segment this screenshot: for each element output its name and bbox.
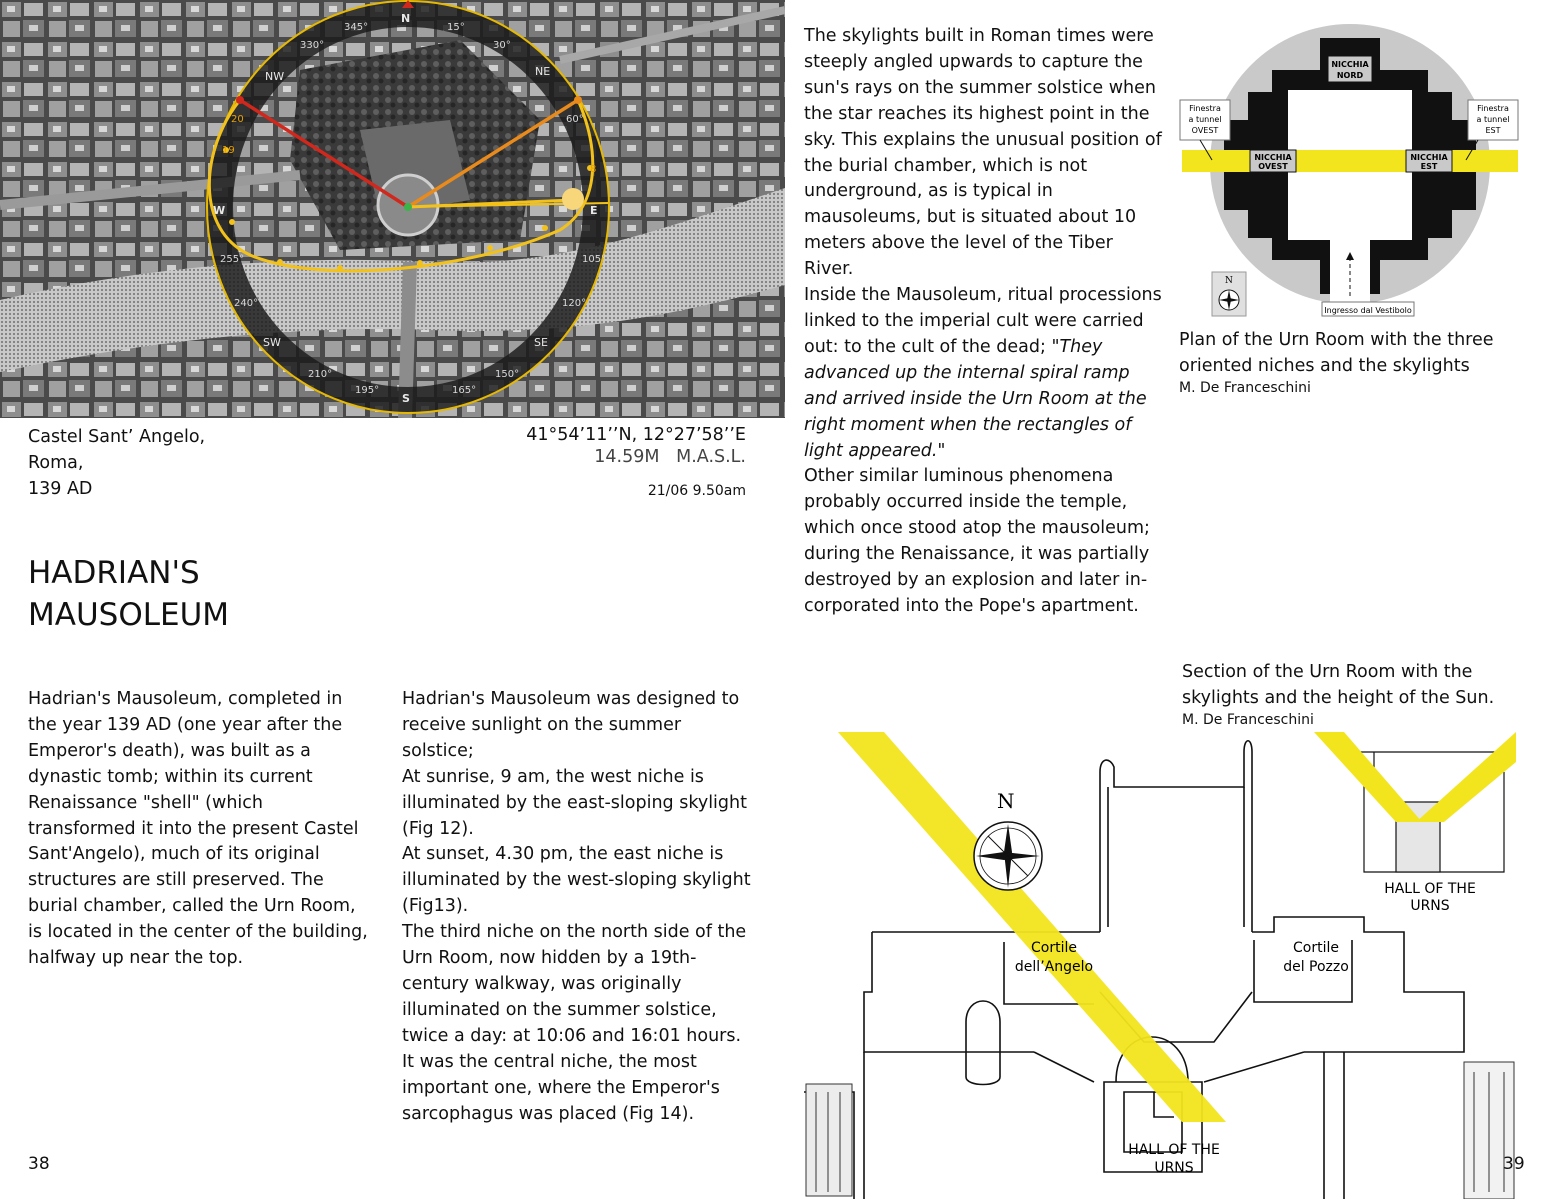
compass-ne: NE [535,65,551,78]
deg-345: 345° [344,22,369,33]
coordinates: 41°54’11’’N, 12°27’58’’E [526,425,746,445]
hall-inset-1: HALL OF THE [1384,881,1476,897]
plan-light-tunnel [1182,150,1518,172]
compass-se: SE [534,336,548,349]
deg-150: 150° [495,369,520,380]
column-3 [804,24,1166,620]
plan-north-label: N [1225,276,1233,286]
sunset-point [236,96,244,104]
hour-8: 8 [590,164,597,175]
deg-60: 60° [566,114,584,125]
section-caption-text: Section of the Urn Room with the skylights and the height of the Sun. [1182,662,1495,708]
nicchia-est-label-2: EST [1420,162,1438,171]
cortile-angelo-2: dell’Angelo [1014,959,1094,975]
section-caption [1182,659,1522,729]
section-credit: M. De Franceschini [1182,712,1314,728]
column-2 [402,687,758,1127]
column-3-ritual: Inside the Mausoleum, ritual processions linked to the imperial cult were carried out: to the cult of the dead; [804,285,1162,357]
urn-room-plan [1178,22,1522,320]
location-city: Roma, [28,453,84,473]
title-line-1: HADRIAN'S [28,555,200,591]
column-2-para-2: At sunrise, 9 am, the west niche is illuminated by the east-sloping skylight (Fig 12). [402,766,747,839]
page-number-left: 38 [28,1154,50,1174]
nicchia-ovest-label: NICCHIA [1254,153,1292,162]
hour-20: 20 [231,114,244,125]
column-2-para-4: The third niche on the north side of the Urn Room, now hidden by a 19th-century walkway, was originally illuminated on the summer solstice, twice a day: at 10:06 and 16:01 hours. [402,922,747,1046]
column-2-para-5: It was the central niche, the most important one, where the Emperor's sarcophagus was placed (Fig 14). [402,1051,720,1124]
deg-15: 15° [447,22,465,33]
hall-bottom-1: HALL OF THE [1128,1142,1220,1158]
column-3-quote: "They advanced up the internal spiral ramp and arrived inside the Urn Room at the right moment when the rectangles of light appeared." [804,336,1147,461]
column-3-outro: Other similar luminous phenomena probably occurred inside the temple, which once stood atop the mausoleum; during the Renaissance, it was partially destroyed by an explosion and later in-corporated into the Pope's apartment. [804,466,1150,616]
sun-path-aerial-map [0,0,785,418]
elevation: 14.59M M.A.S.L. [594,447,746,467]
location-date: 139 AD [28,479,93,499]
finestra-ovest-3: OVEST [1191,126,1219,135]
location-block [28,424,205,502]
deg-165: 165° [452,385,477,396]
plan-caption-text: Plan of the Urn Room with the three oriented niches and the skylights [1179,330,1494,376]
location-place: Castel Sant’ Angelo, [28,427,206,447]
coordinates-block [526,424,746,502]
cortile-angelo-1: Cortile [1031,940,1077,956]
compass-n: N [401,12,411,25]
nicchia-ovest-label-2: OVEST [1258,162,1288,171]
plan-caption [1179,327,1529,397]
nicchia-nord-label: NICCHIA [1331,60,1369,69]
compass-s: S [402,392,410,405]
timestamp: 21/06 9.50am [647,483,746,499]
nicchia-nord-label-2: NORD [1336,71,1364,80]
deg-330: 330° [300,40,325,51]
deg-105: 105° [582,254,607,265]
hall-bottom-2: URNS [1154,1160,1194,1176]
finestra-est-1: Finestra [1477,104,1509,113]
page-number-right: 39 [1503,1154,1525,1174]
finestra-est-3: EST [1485,126,1501,135]
column-1 [28,687,368,972]
column-2-para-1: Hadrian's Mausoleum was designed to receive sunlight on the summer solstice; [402,689,740,761]
column-1-text: Hadrian's Mausoleum, completed in the year 139 AD (one year after the Emperor's death), was built as a dynastic tomb; within its current Renaissance "shell" (which transformed it into the present Castel Sant'Angelo), much of its original structures are still preserved. The burial chamber, called the Urn Room, is located in the center of the building, halfway up near the top. [28,689,368,969]
sunrise-point [574,96,582,104]
compass-nw: NW [265,70,285,83]
hour-19: 19 [222,145,235,156]
title-line-2: MAUSOLEUM [28,597,230,633]
deg-30: 30° [493,40,511,51]
deg-240: 240° [234,298,259,309]
section-north-label: N [997,789,1015,813]
hall-inset-2: URNS [1410,898,1450,914]
nicchia-est-label: NICCHIA [1410,153,1448,162]
deg-255: 255° [220,254,245,265]
plan-credit: M. De Franceschini [1179,380,1311,396]
column-2-para-3: At sunset, 4.30 pm, the east niche is illuminated by the west-sloping skylight (Fig13). [402,844,751,917]
page-title [28,552,229,636]
deg-195: 195° [355,385,380,396]
finestra-ovest-2: a tunnel [1188,115,1222,124]
cortile-pozzo-1: Cortile [1293,940,1339,956]
column-3-intro: The skylights built in Roman times were steeply angled upwards to capture the sun's rays on the summer solstice when the star reaches its highest point in the sky. This explains the unusual position of the burial chamber, which is not underground, as is typical in mausoleums, but is situated about 10 meters above the level of the Tiber River. [804,26,1162,280]
sun-icon [562,188,584,210]
compass-e: E [590,204,598,217]
cortile-pozzo-2: del Pozzo [1283,959,1349,975]
ingresso-label: Ingresso dal Vestibolo [1324,306,1412,315]
urn-room-section [804,732,1516,1199]
compass-w: W [213,204,226,217]
deg-210: 210° [308,369,333,380]
finestra-ovest-1: Finestra [1189,104,1221,113]
observer-point [404,203,412,211]
compass-sw: SW [263,336,281,349]
section-compass-icon [974,822,1042,890]
finestra-est-2: a tunnel [1476,115,1510,124]
deg-120: 120° [562,298,587,309]
